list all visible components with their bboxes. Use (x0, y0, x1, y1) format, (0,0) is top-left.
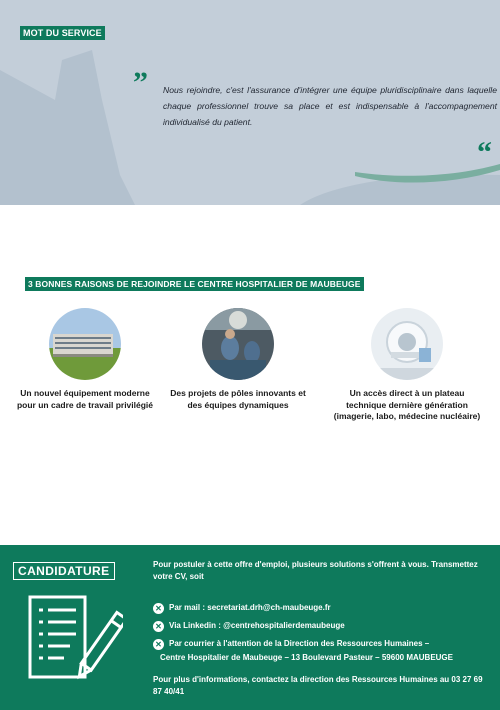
scanner-photo (371, 308, 443, 380)
building-photo (49, 308, 121, 380)
courrier-address: Centre Hospitalier de Maubeuge – 13 Boulevard Pasteur – 59600 MAUBEUGE (160, 653, 453, 662)
close-quote-icon: “ (477, 136, 492, 169)
reasons-heading: 3 BONNES RAISONS DE REJOINDRE LE CENTRE HOSPITALIER DE MAUBEUGE (25, 277, 364, 291)
surgery-photo (202, 308, 274, 380)
reason-item (10, 308, 160, 411)
reason-caption: Des projets de pôles innovants et des équipes dynamiques (170, 388, 306, 410)
courrier-contact (153, 638, 429, 650)
mail-contact[interactable] (153, 602, 331, 614)
mail-text: Par mail : secretariat.drh@ch-maubeuge.fr (169, 603, 331, 612)
bullet-icon: ✕ (153, 603, 164, 614)
linkedin-text: Via Linkedin : @centrehospitalierdemaubeuge (169, 621, 345, 630)
courrier-text: Par courrier à l'attention de la Direction des Ressources Humaines – (169, 639, 430, 648)
reason-caption: Un nouvel équipement moderne pour un cadre de travail privilégié (16, 388, 154, 410)
bullet-icon: ✕ (153, 621, 164, 632)
linkedin-contact[interactable] (153, 620, 345, 632)
candidature-section (0, 545, 500, 710)
reason-item (163, 308, 313, 411)
open-quote-icon: ” (133, 66, 148, 99)
candidature-title: CANDIDATURE (13, 562, 115, 580)
reason-item (332, 308, 482, 423)
reason-caption: Un accès direct à un plateau technique dernière génération (imagerie, labo, médecine nucléaire) (333, 388, 481, 421)
service-heading: MOT DU SERVICE (20, 26, 105, 40)
candidature-intro: Pour postuler à cette offre d'emploi, plusieurs solutions s'offrent à vous. Transmettez votre CV, soit (153, 560, 478, 581)
service-quote: Nous rejoindre, c'est l'assurance d'intégrer une équipe pluridisciplinaire dans laquelle chaque professionnel trouve sa place et est indispensable à l'accompagnement individualisé du patient. (163, 85, 497, 127)
bullet-icon: ✕ (153, 639, 164, 650)
document-pen-icon (28, 595, 123, 690)
service-section (0, 0, 500, 205)
candidature-footer: Pour plus d'informations, contactez la direction des Ressources Humaines au 03 27 69 87 40/41 (153, 675, 483, 696)
